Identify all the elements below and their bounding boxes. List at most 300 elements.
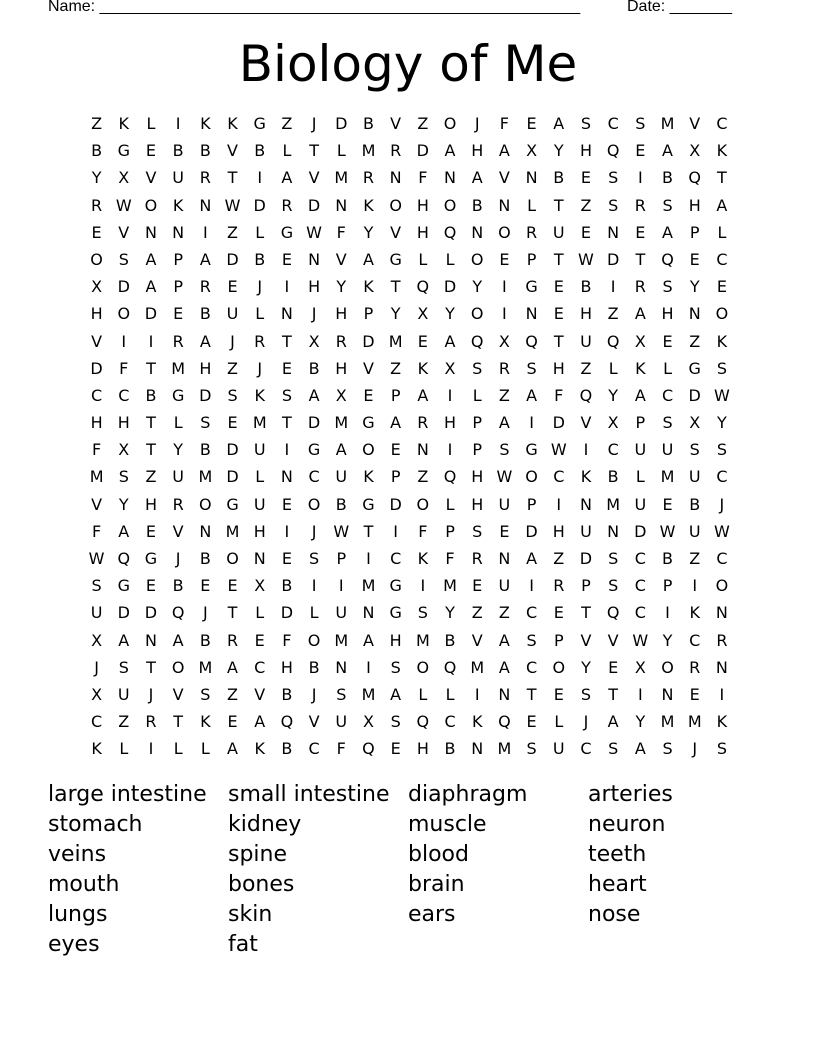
- grid-letter[interactable]: B: [281, 739, 293, 759]
- grid-letter[interactable]: T: [553, 195, 564, 215]
- grid-letter[interactable]: Z: [227, 684, 239, 704]
- grid-letter[interactable]: G: [525, 440, 538, 460]
- grid-letter[interactable]: R: [498, 358, 510, 378]
- grid-letter[interactable]: N: [199, 195, 212, 215]
- grid-letter[interactable]: Y: [363, 222, 374, 242]
- grid-letter[interactable]: F: [91, 440, 102, 460]
- grid-letter[interactable]: S: [200, 413, 211, 433]
- grid-letter[interactable]: A: [227, 657, 238, 677]
- grid-letter[interactable]: G: [226, 494, 239, 514]
- grid-letter[interactable]: I: [257, 168, 263, 188]
- grid-letter[interactable]: K: [363, 195, 374, 215]
- grid-letter[interactable]: M: [198, 467, 213, 487]
- grid-letter[interactable]: Z: [417, 467, 429, 487]
- grid-letter[interactable]: X: [417, 304, 429, 324]
- grid-letter[interactable]: S: [227, 385, 238, 405]
- grid-letter[interactable]: E: [281, 549, 292, 568]
- grid-letter[interactable]: A: [498, 413, 510, 433]
- grid-letter[interactable]: J: [257, 358, 263, 378]
- grid-letter[interactable]: O: [307, 630, 321, 650]
- grid-letter[interactable]: Q: [443, 467, 457, 487]
- grid-letter[interactable]: A: [607, 712, 619, 732]
- grid-letter[interactable]: B: [91, 141, 103, 161]
- grid-letter[interactable]: T: [227, 603, 238, 623]
- grid-letter[interactable]: J: [474, 114, 480, 133]
- grid-letter[interactable]: V: [172, 684, 184, 704]
- grid-letter[interactable]: P: [390, 385, 401, 405]
- grid-letter[interactable]: B: [281, 576, 293, 596]
- grid-letter[interactable]: S: [309, 549, 320, 568]
- grid-letter[interactable]: M: [660, 467, 675, 487]
- grid-letter[interactable]: C: [716, 549, 728, 568]
- grid-letter[interactable]: U: [634, 440, 647, 460]
- grid-letter[interactable]: K: [363, 467, 374, 487]
- grid-letter[interactable]: S: [662, 195, 673, 215]
- grid-letter[interactable]: V: [580, 630, 592, 650]
- grid-letter[interactable]: E: [689, 249, 700, 269]
- grid-letter[interactable]: L: [255, 467, 265, 487]
- grid-letter[interactable]: M: [497, 739, 512, 759]
- grid-letter[interactable]: B: [199, 440, 211, 460]
- grid-letter[interactable]: C: [716, 467, 728, 487]
- grid-letter[interactable]: I: [366, 549, 371, 568]
- grid-letter[interactable]: S: [662, 413, 673, 433]
- grid-letter[interactable]: D: [362, 331, 375, 351]
- grid-letter[interactable]: E: [553, 277, 564, 297]
- date-field-label[interactable]: Date: _______: [627, 0, 732, 15]
- grid-letter[interactable]: B: [145, 385, 157, 405]
- grid-letter[interactable]: O: [661, 657, 674, 677]
- grid-letter[interactable]: N: [389, 168, 402, 188]
- grid-letter[interactable]: F: [336, 739, 346, 759]
- grid-letter[interactable]: M: [443, 576, 457, 596]
- grid-letter[interactable]: B: [308, 657, 320, 677]
- grid-letter[interactable]: B: [580, 277, 592, 297]
- grid-letter[interactable]: T: [363, 521, 374, 541]
- grid-letter[interactable]: A: [362, 630, 374, 650]
- grid-letter[interactable]: L: [200, 739, 210, 759]
- grid-letter[interactable]: L: [418, 684, 428, 704]
- grid-letter[interactable]: L: [608, 358, 618, 378]
- grid-letter[interactable]: R: [634, 277, 646, 297]
- grid-letter[interactable]: X: [91, 277, 103, 297]
- grid-letter[interactable]: H: [308, 277, 321, 297]
- grid-letter[interactable]: Y: [581, 657, 591, 677]
- grid-letter[interactable]: A: [662, 141, 673, 161]
- grid-letter[interactable]: F: [418, 521, 428, 541]
- grid-letter[interactable]: V: [308, 168, 320, 188]
- grid-letter[interactable]: M: [361, 576, 376, 596]
- grid-letter[interactable]: K: [635, 358, 646, 378]
- grid-letter[interactable]: W: [713, 521, 730, 541]
- grid-letter[interactable]: D: [307, 413, 321, 433]
- grid-letter[interactable]: R: [254, 331, 266, 351]
- grid-letter[interactable]: I: [502, 304, 507, 324]
- grid-letter[interactable]: H: [661, 304, 674, 324]
- grid-letter[interactable]: A: [145, 277, 157, 297]
- grid-letter[interactable]: A: [118, 521, 130, 541]
- grid-letter[interactable]: M: [660, 712, 675, 732]
- grid-letter[interactable]: D: [443, 277, 457, 297]
- grid-letter[interactable]: I: [338, 576, 344, 596]
- grid-letter[interactable]: Q: [498, 712, 511, 732]
- grid-letter[interactable]: H: [389, 630, 402, 650]
- grid-letter[interactable]: U: [634, 494, 647, 514]
- grid-letter[interactable]: Q: [280, 712, 294, 732]
- grid-letter[interactable]: C: [308, 739, 320, 759]
- grid-letter[interactable]: I: [692, 576, 698, 596]
- grid-letter[interactable]: U: [580, 331, 592, 351]
- grid-letter[interactable]: P: [173, 277, 183, 297]
- grid-letter[interactable]: Z: [498, 385, 510, 405]
- grid-letter[interactable]: C: [308, 467, 320, 487]
- grid-letter[interactable]: W: [659, 521, 676, 541]
- grid-letter[interactable]: J: [175, 549, 181, 568]
- grid-letter[interactable]: X: [498, 331, 510, 351]
- grid-letter[interactable]: H: [335, 304, 348, 324]
- grid-letter[interactable]: H: [90, 304, 103, 324]
- grid-letter[interactable]: A: [118, 630, 130, 650]
- grid-letter[interactable]: E: [200, 576, 211, 596]
- grid-letter[interactable]: U: [253, 494, 266, 514]
- grid-letter[interactable]: W: [115, 195, 132, 215]
- grid-letter[interactable]: J: [311, 684, 317, 704]
- grid-letter[interactable]: I: [474, 684, 480, 704]
- grid-letter[interactable]: M: [361, 141, 376, 161]
- grid-letter[interactable]: M: [361, 684, 376, 704]
- grid-letter[interactable]: C: [91, 712, 103, 732]
- grid-letter[interactable]: N: [471, 222, 484, 242]
- grid-letter[interactable]: P: [173, 249, 183, 269]
- grid-letter[interactable]: Q: [661, 249, 674, 269]
- grid-letter[interactable]: E: [608, 657, 619, 677]
- grid-letter[interactable]: K: [689, 603, 700, 623]
- grid-letter[interactable]: X: [444, 358, 456, 378]
- grid-letter[interactable]: I: [529, 576, 534, 596]
- grid-letter[interactable]: T: [553, 249, 564, 269]
- grid-letter[interactable]: G: [280, 222, 294, 242]
- grid-letter[interactable]: Q: [606, 331, 620, 351]
- grid-letter[interactable]: K: [716, 141, 728, 161]
- grid-letter[interactable]: A: [227, 739, 238, 759]
- grid-letter[interactable]: V: [172, 521, 184, 541]
- grid-letter[interactable]: Z: [390, 358, 402, 378]
- grid-letter[interactable]: E: [499, 249, 510, 269]
- grid-letter[interactable]: Y: [553, 141, 564, 161]
- grid-letter[interactable]: F: [554, 385, 564, 405]
- grid-letter[interactable]: E: [173, 304, 184, 324]
- grid-letter[interactable]: P: [363, 304, 374, 324]
- grid-letter[interactable]: Z: [227, 222, 239, 242]
- grid-letter[interactable]: E: [281, 494, 292, 514]
- grid-letter[interactable]: G: [389, 576, 402, 596]
- grid-letter[interactable]: I: [366, 657, 371, 677]
- grid-letter[interactable]: O: [715, 304, 729, 324]
- grid-letter[interactable]: G: [362, 494, 375, 514]
- grid-letter[interactable]: C: [634, 576, 646, 596]
- grid-letter[interactable]: R: [634, 195, 646, 215]
- grid-letter[interactable]: M: [252, 413, 267, 433]
- grid-letter[interactable]: A: [471, 168, 483, 188]
- grid-letter[interactable]: F: [418, 168, 428, 188]
- grid-letter[interactable]: C: [689, 630, 701, 650]
- grid-letter[interactable]: Y: [390, 304, 401, 324]
- grid-letter[interactable]: E: [662, 494, 673, 514]
- grid-letter[interactable]: N: [579, 494, 592, 514]
- grid-letter[interactable]: S: [716, 358, 727, 378]
- grid-letter[interactable]: M: [225, 521, 240, 541]
- grid-letter[interactable]: H: [444, 413, 457, 433]
- grid-letter[interactable]: K: [118, 114, 130, 133]
- grid-letter[interactable]: K: [417, 549, 429, 568]
- grid-letter[interactable]: E: [227, 277, 238, 297]
- grid-letter[interactable]: C: [580, 739, 592, 759]
- grid-letter[interactable]: N: [688, 304, 701, 324]
- grid-letter[interactable]: J: [311, 114, 317, 133]
- grid-letter[interactable]: Z: [145, 467, 157, 487]
- grid-letter[interactable]: D: [606, 249, 620, 269]
- grid-letter[interactable]: O: [443, 114, 457, 133]
- grid-letter[interactable]: A: [634, 385, 646, 405]
- grid-letter[interactable]: T: [608, 684, 619, 704]
- grid-letter[interactable]: G: [525, 277, 538, 297]
- grid-letter[interactable]: S: [499, 440, 510, 460]
- grid-letter[interactable]: E: [227, 576, 238, 596]
- grid-letter[interactable]: V: [254, 684, 266, 704]
- grid-letter[interactable]: R: [172, 494, 184, 514]
- grid-letter[interactable]: A: [199, 249, 211, 269]
- grid-letter[interactable]: L: [472, 385, 482, 405]
- grid-letter[interactable]: B: [444, 739, 456, 759]
- grid-letter[interactable]: N: [525, 168, 538, 188]
- grid-letter[interactable]: X: [607, 413, 619, 433]
- grid-letter[interactable]: Q: [688, 168, 702, 188]
- grid-letter[interactable]: O: [362, 440, 375, 460]
- grid-letter[interactable]: J: [583, 712, 589, 732]
- grid-letter[interactable]: A: [172, 630, 184, 650]
- grid-letter[interactable]: W: [713, 385, 730, 405]
- grid-letter[interactable]: O: [307, 494, 321, 514]
- grid-letter[interactable]: E: [363, 385, 374, 405]
- grid-letter[interactable]: C: [607, 114, 619, 133]
- grid-letter[interactable]: D: [280, 603, 294, 623]
- grid-letter[interactable]: L: [336, 141, 346, 161]
- grid-letter[interactable]: S: [662, 739, 673, 759]
- grid-letter[interactable]: W: [578, 249, 594, 269]
- grid-letter[interactable]: N: [416, 440, 429, 460]
- grid-letter[interactable]: B: [172, 576, 184, 596]
- grid-letter[interactable]: J: [719, 494, 725, 514]
- grid-letter[interactable]: V: [362, 358, 374, 378]
- grid-letter[interactable]: Q: [470, 331, 484, 351]
- grid-letter[interactable]: C: [91, 385, 103, 405]
- grid-letter[interactable]: J: [94, 657, 99, 677]
- grid-letter[interactable]: I: [284, 521, 290, 541]
- grid-letter[interactable]: V: [91, 331, 103, 351]
- grid-letter[interactable]: S: [336, 684, 347, 704]
- grid-letter[interactable]: R: [553, 576, 565, 596]
- grid-letter[interactable]: Z: [689, 331, 701, 351]
- grid-letter[interactable]: R: [417, 413, 429, 433]
- grid-letter[interactable]: A: [498, 657, 510, 677]
- grid-letter[interactable]: S: [608, 168, 619, 188]
- grid-letter[interactable]: I: [556, 494, 562, 514]
- grid-letter[interactable]: V: [471, 630, 483, 650]
- grid-letter[interactable]: A: [526, 385, 538, 405]
- grid-letter[interactable]: A: [444, 141, 456, 161]
- grid-letter[interactable]: V: [145, 168, 157, 188]
- grid-letter[interactable]: P: [553, 630, 564, 650]
- grid-letter[interactable]: E: [580, 168, 592, 188]
- grid-letter[interactable]: A: [526, 549, 538, 568]
- grid-letter[interactable]: U: [688, 521, 701, 541]
- grid-letter[interactable]: Y: [689, 277, 700, 297]
- grid-letter[interactable]: L: [255, 304, 265, 324]
- grid-letter[interactable]: G: [117, 141, 130, 161]
- grid-letter[interactable]: P: [662, 576, 673, 596]
- grid-letter[interactable]: G: [307, 440, 321, 460]
- grid-letter[interactable]: L: [309, 603, 319, 623]
- grid-letter[interactable]: W: [333, 521, 350, 541]
- grid-letter[interactable]: T: [146, 413, 156, 433]
- grid-letter[interactable]: W: [224, 195, 241, 215]
- grid-letter[interactable]: A: [390, 684, 402, 704]
- grid-letter[interactable]: J: [692, 739, 698, 759]
- grid-letter[interactable]: N: [498, 195, 511, 215]
- grid-letter[interactable]: S: [526, 630, 537, 650]
- grid-letter[interactable]: I: [393, 521, 399, 541]
- grid-letter[interactable]: C: [118, 385, 130, 405]
- grid-letter[interactable]: F: [336, 222, 346, 242]
- grid-letter[interactable]: D: [199, 385, 212, 405]
- grid-letter[interactable]: I: [311, 576, 317, 596]
- grid-letter[interactable]: I: [502, 277, 507, 297]
- grid-letter[interactable]: H: [471, 467, 484, 487]
- grid-letter[interactable]: E: [662, 331, 673, 351]
- grid-letter[interactable]: A: [335, 440, 347, 460]
- grid-letter[interactable]: T: [146, 440, 156, 460]
- grid-letter[interactable]: S: [716, 440, 727, 460]
- grid-letter[interactable]: K: [254, 385, 265, 405]
- grid-letter[interactable]: H: [90, 413, 103, 433]
- grid-letter[interactable]: M: [470, 657, 485, 677]
- grid-letter[interactable]: T: [581, 603, 591, 623]
- grid-letter[interactable]: O: [117, 304, 131, 324]
- grid-letter[interactable]: E: [526, 712, 537, 732]
- grid-letter[interactable]: L: [445, 494, 455, 514]
- grid-letter[interactable]: B: [281, 684, 293, 704]
- grid-letter[interactable]: B: [199, 630, 211, 650]
- grid-letter[interactable]: Q: [362, 739, 375, 759]
- grid-letter[interactable]: P: [526, 249, 537, 269]
- grid-letter[interactable]: N: [253, 549, 266, 568]
- grid-letter[interactable]: T: [553, 331, 564, 351]
- grid-letter[interactable]: U: [661, 440, 674, 460]
- grid-letter[interactable]: I: [148, 739, 154, 759]
- grid-letter[interactable]: K: [716, 712, 728, 732]
- grid-letter[interactable]: X: [118, 168, 130, 188]
- grid-letter[interactable]: E: [91, 222, 102, 242]
- grid-letter[interactable]: D: [144, 304, 158, 324]
- grid-letter[interactable]: S: [526, 358, 537, 378]
- grid-letter[interactable]: A: [634, 304, 646, 324]
- grid-letter[interactable]: T: [173, 712, 184, 732]
- grid-letter[interactable]: O: [715, 576, 729, 596]
- grid-letter[interactable]: C: [444, 712, 456, 732]
- grid-letter[interactable]: B: [199, 304, 211, 324]
- grid-letter[interactable]: T: [146, 358, 156, 378]
- grid-letter[interactable]: C: [254, 657, 266, 677]
- grid-letter[interactable]: X: [308, 331, 320, 351]
- grid-letter[interactable]: A: [281, 168, 293, 188]
- grid-letter[interactable]: A: [444, 331, 456, 351]
- grid-letter[interactable]: A: [199, 331, 211, 351]
- grid-letter[interactable]: H: [416, 222, 429, 242]
- grid-letter[interactable]: C: [607, 440, 619, 460]
- grid-letter[interactable]: I: [121, 331, 127, 351]
- grid-letter[interactable]: R: [281, 195, 293, 215]
- grid-letter[interactable]: M: [89, 467, 104, 487]
- grid-letter[interactable]: G: [171, 385, 185, 405]
- grid-letter[interactable]: I: [637, 684, 643, 704]
- grid-letter[interactable]: X: [362, 712, 374, 732]
- grid-letter[interactable]: Y: [445, 603, 455, 623]
- grid-letter[interactable]: M: [606, 494, 621, 514]
- grid-letter[interactable]: L: [445, 684, 455, 704]
- grid-letter[interactable]: W: [306, 222, 322, 242]
- grid-letter[interactable]: O: [171, 657, 185, 677]
- grid-letter[interactable]: D: [389, 494, 402, 514]
- grid-letter[interactable]: B: [607, 467, 619, 487]
- grid-letter[interactable]: L: [282, 141, 292, 161]
- grid-letter[interactable]: E: [635, 141, 646, 161]
- grid-letter[interactable]: A: [662, 222, 673, 242]
- grid-letter[interactable]: K: [200, 114, 211, 133]
- grid-letter[interactable]: O: [90, 249, 103, 269]
- grid-letter[interactable]: S: [472, 521, 483, 541]
- grid-letter[interactable]: D: [90, 358, 103, 378]
- grid-letter[interactable]: R: [471, 549, 483, 568]
- grid-letter[interactable]: X: [118, 440, 130, 460]
- grid-letter[interactable]: U: [117, 684, 130, 704]
- grid-letter[interactable]: X: [91, 684, 103, 704]
- grid-letter[interactable]: G: [117, 576, 130, 596]
- grid-letter[interactable]: Z: [607, 304, 619, 324]
- grid-letter[interactable]: I: [175, 114, 181, 133]
- grid-letter[interactable]: M: [388, 331, 403, 351]
- grid-letter[interactable]: U: [90, 603, 103, 623]
- grid-letter[interactable]: Q: [416, 712, 430, 732]
- grid-letter[interactable]: Y: [173, 440, 184, 460]
- grid-letter[interactable]: Y: [717, 413, 727, 433]
- grid-letter[interactable]: N: [607, 521, 620, 541]
- grid-letter[interactable]: U: [226, 304, 239, 324]
- grid-letter[interactable]: N: [715, 603, 728, 623]
- grid-letter[interactable]: R: [172, 331, 184, 351]
- grid-letter[interactable]: L: [418, 249, 428, 269]
- grid-letter[interactable]: S: [635, 114, 646, 133]
- grid-letter[interactable]: O: [470, 249, 484, 269]
- grid-letter[interactable]: D: [226, 249, 239, 269]
- grid-letter[interactable]: Z: [553, 549, 565, 568]
- grid-letter[interactable]: O: [144, 195, 158, 215]
- grid-letter[interactable]: H: [579, 141, 592, 161]
- grid-letter[interactable]: N: [362, 603, 375, 623]
- grid-letter[interactable]: U: [335, 603, 348, 623]
- grid-letter[interactable]: P: [336, 549, 347, 568]
- grid-letter[interactable]: W: [550, 440, 567, 460]
- grid-letter[interactable]: V: [308, 712, 320, 732]
